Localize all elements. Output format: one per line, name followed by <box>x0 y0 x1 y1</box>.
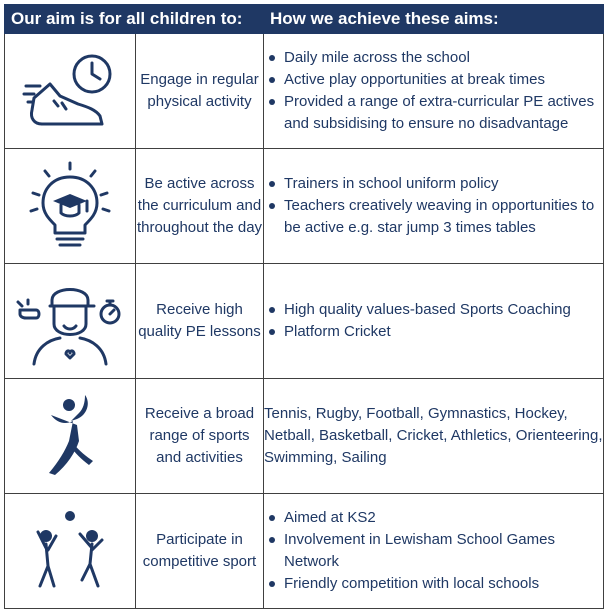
header-how: How we achieve these aims: <box>264 5 604 34</box>
icon-cell <box>5 379 136 494</box>
list-item: Teachers creatively weaving in opportunities to be active e.g. star jump 3 times tables <box>264 195 603 239</box>
list-item: High quality values-based Sports Coaching <box>264 299 603 321</box>
list-item: Provided a range of extra-curricular PE actives and subsidising to ensure no disadvantage <box>264 91 603 135</box>
table-row <box>5 149 604 264</box>
icon-cell <box>5 494 136 609</box>
list-item: Platform Cricket <box>264 321 603 343</box>
how-list <box>264 173 603 239</box>
how-cell <box>264 34 604 149</box>
aims-table <box>4 4 604 609</box>
running-shoe-clock-icon <box>20 46 120 136</box>
table-row <box>5 264 604 379</box>
icon-cell <box>5 34 136 149</box>
coach-whistle-stopwatch-icon <box>14 276 126 366</box>
icon-cell <box>5 149 136 264</box>
how-cell <box>264 379 604 494</box>
aim-text: Engage in regular physical activity <box>136 34 264 149</box>
how-cell <box>264 149 604 264</box>
athlete-figure-icon <box>35 391 105 481</box>
children-playing-ball-icon <box>22 506 118 596</box>
list-item: Involvement in Lewisham School Games Network <box>264 529 603 573</box>
list-item: Aimed at KS2 <box>264 507 603 529</box>
list-item: Active play opportunities at break times <box>264 69 603 91</box>
lightbulb-graduation-cap-icon <box>25 159 115 254</box>
aim-text: Participate in competitive sport <box>136 494 264 609</box>
how-cell <box>264 264 604 379</box>
list-item: Daily mile across the school <box>264 47 603 69</box>
aim-text: Receive a broad range of sports and activities <box>136 379 264 494</box>
aim-text: Be active across the curriculum and throughout the day <box>136 149 264 264</box>
how-list <box>264 47 603 135</box>
list-item: Friendly competition with local schools <box>264 573 603 595</box>
table-row <box>5 379 604 494</box>
how-list <box>264 299 603 343</box>
header-row <box>5 5 604 34</box>
aim-text: Receive high quality PE lessons <box>136 264 264 379</box>
table-row <box>5 494 604 609</box>
header-aims: Our aim is for all children to: <box>5 5 264 34</box>
icon-cell <box>5 264 136 379</box>
list-item: Trainers in school uniform policy <box>264 173 603 195</box>
table-row <box>5 34 604 149</box>
how-list <box>264 507 603 595</box>
sports-list-text: Tennis, Rugby, Football, Gymnastics, Hockey, Netball, Basketball, Cricket, Athletics, Orienteering, Swimming, Sailing <box>264 405 603 466</box>
how-cell <box>264 494 604 609</box>
